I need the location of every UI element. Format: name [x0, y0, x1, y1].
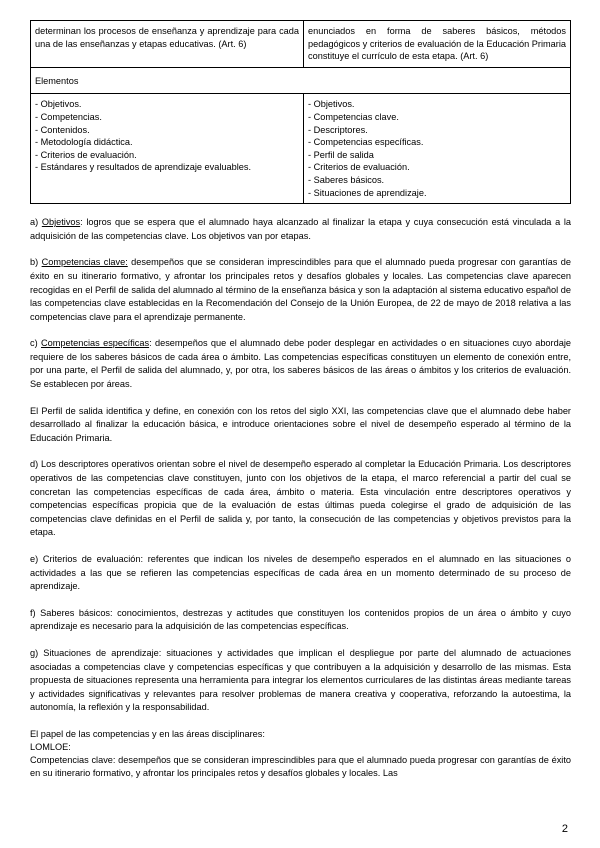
- section-title: El papel de las competencias y en las áreas disciplinares:: [30, 728, 265, 739]
- list-item: - Estándares y resultados de aprendizaje evaluables.: [35, 162, 252, 173]
- paragraph-situaciones: g) Situaciones de aprendizaje: situaciones y actividades que implican el despliegue por parte del alumnado de actuaciones asociadas a competencias clave y competencias específicas y que contribuyen a la adquisición y desarrollo de las mismas. Esta propuesta de situaciones representa una herramienta para integrar los elementos curriculares de las distintas áreas mediante tareas y actividades significativas y relevantes para resolver problemas de manera creativa y cooperativa, reforzando la autoestima, la autonomía, la reflexión y la responsabilidad.: [30, 647, 571, 713]
- section-text: Competencias clave: desempeños que se consideran imprescindibles para que el alumnado pueda progresar con garantías de éxito en su itinerario formativo, y afrontar los principales retos y desafíos globales y locales. Las: [30, 754, 571, 778]
- para-text: : logros que se espera que el alumnado haya alcanzado al finalizar la etapa y cuya consecución está vinculada a la adquisición de las competencias clave. Los objetivos van por etapas.: [30, 217, 571, 241]
- term-objetivos: Objetivos: [41, 217, 81, 228]
- table-row: [31, 67, 571, 94]
- list-item: - Descriptores.: [308, 124, 368, 135]
- list-item: - Competencias.: [35, 111, 102, 122]
- paragraph-descriptores: d) Los descriptores operativos orientan sobre el nivel de desempeño esperado al completar la Educación Primaria. Los descriptores operativos de las competencias clave constituyen, junto con los objetivos de la etapa, el marco referencial a partir del cual se concretan las competencias específicas de cada área, ámbito o materia. Esta vinculación entre descriptores operativos y competencias específicas propicia que de la evaluación de estas últimas pueda colegirse el grado de adquisición de las competencias clave definidas en el Perfil de salida y, por tanto, la consecución de las competencias y objetivos previstos para la etapa.: [30, 459, 571, 538]
- list-item: - Objetivos.: [308, 99, 355, 110]
- section-subtitle: LOMLOE:: [30, 741, 71, 752]
- para-text: desempeños que se consideran imprescindibles para que el alumnado pueda progresar con garantías de éxito en su itinerario formativo, y afrontar los principales retos y desafíos globales y locales. Las competencias clave aparecen recogidas en el Perfil de salida del alumnado al término de la enseñanza básica y son la adaptación al sistema educativo español de las competencias clave establecidas en la Recomendación del Consejo de la Unión Europea, de 22 de mayo de 2018 relativa a las competencias clave para el aprendizaje permanente.: [30, 257, 571, 322]
- spacer: [30, 204, 571, 216]
- para-text: : desempeños que el alumnado debe poder desplegar en actividades o en situaciones cuyo abordaje requiere de los saberes básicos de cada área o ámbito. Las competencias específicas constituyen un elemento de conexión entre, por una parte, el Perfil de salida del alumnado, y, por otra, los saberes básicos de las áreas o ámbitos y los criterios de evaluación. Se establecen por áreas.: [30, 338, 571, 390]
- right-elements-list: [304, 94, 571, 204]
- para-prefix: a): [30, 217, 42, 228]
- list-item: - Criterios de evaluación.: [308, 162, 410, 173]
- list-item: - Situaciones de aprendizaje.: [308, 187, 427, 198]
- para-prefix: c): [30, 338, 42, 349]
- para-prefix: b): [30, 257, 42, 268]
- term-competencias-clave: Competencias clave:: [41, 257, 128, 268]
- table-row: [31, 21, 571, 68]
- paragraph-competencias-especificas: [30, 337, 571, 391]
- table-cell-left: determinan los procesos de enseñanza y aprendizaje para cada una de las enseñanzas y etapas educativas. (Art. 6): [31, 21, 304, 68]
- list-item: - Metodología didáctica.: [35, 137, 133, 148]
- paragraph-saberes: f) Saberes básicos: conocimientos, destrezas y actitudes que constituyen los contenidos propios de un área o ámbito y cuyo aprendizaje es necesario para la adquisición de las competencias específicas.: [30, 607, 571, 632]
- list-item: - Competencias específicas.: [308, 137, 424, 148]
- list-item: - Contenidos.: [35, 124, 90, 135]
- term-competencias-especificas: Competencias específicas: [41, 338, 150, 349]
- list-item: - Competencias clave.: [308, 111, 399, 122]
- section-papel-competencias: [30, 728, 571, 780]
- paragraph-objetivos: [30, 216, 571, 243]
- list-item: - Objetivos.: [35, 99, 82, 110]
- table-header-elementos: Elementos: [31, 67, 571, 94]
- list-item: - Saberes básicos.: [308, 174, 385, 185]
- left-elements-list: [31, 94, 304, 204]
- comparison-table: [30, 20, 571, 204]
- document-page: [30, 20, 571, 780]
- table-row: [31, 94, 571, 204]
- paragraph-criterios: e) Criterios de evaluación: referentes que indican los niveles de desempeño esperados en el alumnado en las situaciones o actividades a las que se refieren las competencias específicas de cada área en un momento determinado de su proceso de aprendizaje.: [30, 554, 571, 592]
- table-cell-right: enunciados en forma de saberes básicos, métodos pedagógicos y criterios de evaluación de la Educación Primaria constituye el currículo de esta etapa. (Art. 6): [304, 21, 571, 68]
- paragraph-competencias-clave: [30, 256, 571, 324]
- list-item: - Criterios de evaluación.: [35, 149, 137, 160]
- paragraph-perfil-salida: El Perfil de salida identifica y define, en conexión con los retos del siglo XXI, las competencias clave que el alumnado debe haber desarrollado al finalizar la educación básica, e introduce orientaciones sobre el nivel de desempeño esperado al término de la Educación Primaria.: [30, 405, 571, 443]
- list-item: - Perfil de salida: [308, 149, 374, 160]
- page-number: 2: [561, 823, 568, 835]
